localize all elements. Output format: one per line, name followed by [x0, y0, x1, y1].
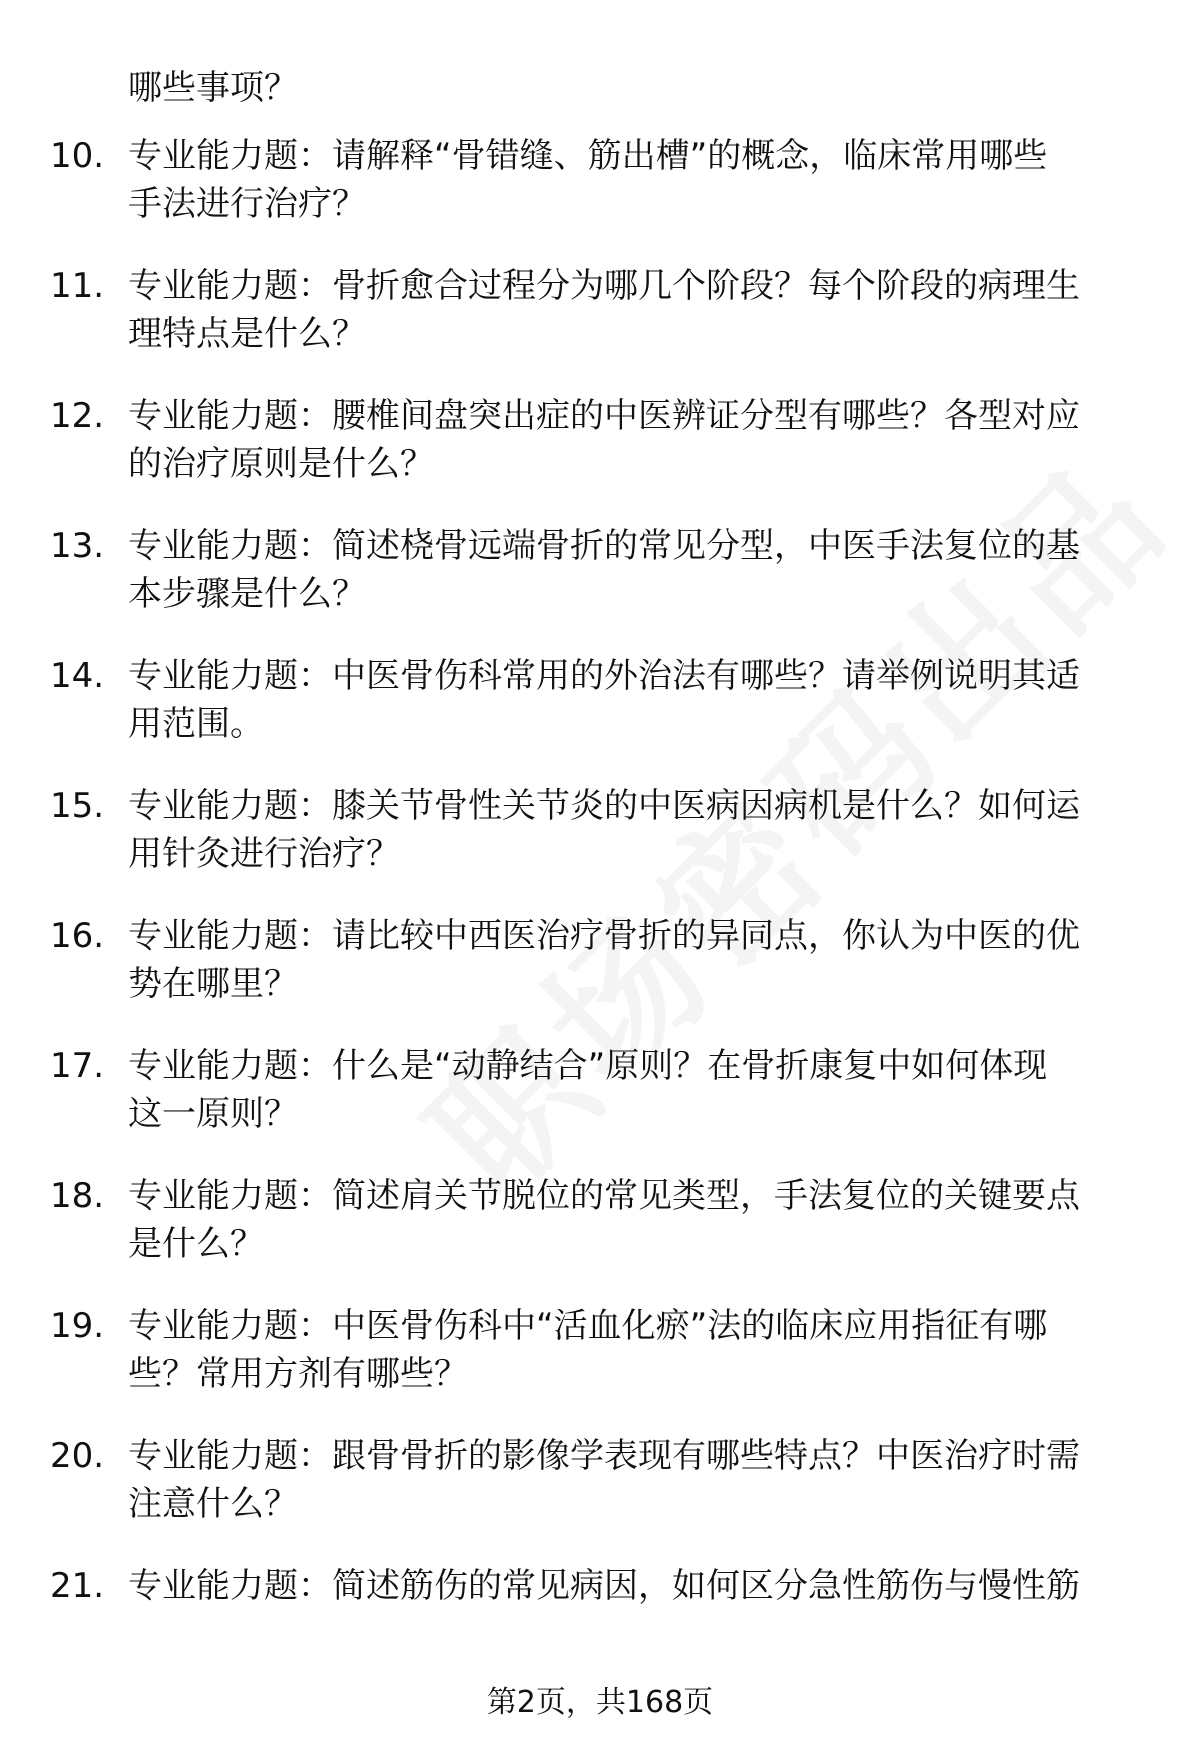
item-text-line: 是什么？	[128, 1224, 264, 1264]
item-text	[128, 1172, 1140, 1268]
item-text	[128, 652, 1140, 748]
list-item	[0, 262, 1200, 392]
item-text-line: 专业能力题：中医骨伤科常用的外治法有哪些？请举例说明其适	[128, 656, 1080, 696]
item-text-line: 专业能力题：骨折愈合过程分为哪几个阶段？每个阶段的病理生	[128, 266, 1080, 306]
item-text	[128, 522, 1140, 618]
item-number: 19.	[50, 1306, 105, 1346]
question-list	[0, 132, 1200, 1692]
list-item	[0, 912, 1200, 1042]
item-text	[128, 1432, 1140, 1528]
item-number: 12.	[50, 396, 105, 436]
list-item	[0, 782, 1200, 912]
item-text-line: 专业能力题：什么是“动静结合”原则？在骨折康复中如何体现	[128, 1046, 1048, 1086]
item-number: 14.	[50, 656, 105, 696]
list-item	[0, 652, 1200, 782]
item-number: 13.	[50, 526, 105, 566]
item-text-line: 专业能力题：中医骨伤科中“活血化瘀”法的临床应用指征有哪	[128, 1306, 1048, 1346]
list-item	[0, 392, 1200, 522]
item-text	[128, 392, 1140, 488]
list-item	[0, 132, 1200, 262]
item-text-line: 理特点是什么？	[128, 314, 366, 354]
item-number: 20.	[50, 1436, 105, 1476]
item-text-line: 专业能力题：简述筋伤的常见病因，如何区分急性筋伤与慢性筋	[128, 1566, 1080, 1606]
page-footer: 第2页，共168页	[486, 1685, 714, 1720]
item-text-line: 手法进行治疗？	[128, 184, 366, 224]
item-number: 10.	[50, 136, 105, 176]
item-text-line: 的治疗原则是什么？	[128, 444, 434, 484]
item-text-line: 用针灸进行治疗？	[128, 834, 400, 874]
item-text-line: 专业能力题：跟骨骨折的影像学表现有哪些特点？中医治疗时需	[128, 1436, 1080, 1476]
item-number: 17.	[50, 1046, 105, 1086]
item-number: 21.	[50, 1566, 105, 1606]
item-text	[128, 262, 1140, 358]
item-number: 18.	[50, 1176, 105, 1216]
item-text-line: 势在哪里？	[128, 964, 298, 1004]
continuation-text: 哪些事项？	[128, 68, 298, 108]
list-item	[0, 1562, 1200, 1692]
item-text-line: 用范围。	[128, 704, 264, 744]
item-text	[128, 132, 1140, 228]
item-text	[128, 1302, 1140, 1398]
item-text	[128, 782, 1140, 878]
list-item	[0, 1432, 1200, 1562]
item-text-line: 专业能力题：简述肩关节脱位的常见类型，手法复位的关键要点	[128, 1176, 1080, 1216]
item-text-line: 专业能力题：请比较中西医治疗骨折的异同点，你认为中医的优	[128, 916, 1080, 956]
list-item	[0, 1042, 1200, 1172]
item-text-line: 些？常用方剂有哪些？	[128, 1354, 468, 1394]
item-text-line: 这一原则？	[128, 1094, 298, 1134]
item-text-line: 本步骤是什么？	[128, 574, 366, 614]
item-number: 11.	[50, 266, 105, 306]
item-text-line: 专业能力题：膝关节骨性关节炎的中医病因病机是什么？如何运	[128, 786, 1080, 826]
item-text	[128, 1562, 1140, 1610]
list-item	[0, 1172, 1200, 1302]
item-text-line: 专业能力题：腰椎间盘突出症的中医辨证分型有哪些？各型对应	[128, 396, 1080, 436]
list-item	[0, 1302, 1200, 1432]
list-item	[0, 522, 1200, 652]
item-text-line: 专业能力题：请解释“骨错缝、筋出槽”的概念，临床常用哪些	[128, 136, 1048, 176]
item-text	[128, 912, 1140, 1008]
item-number: 16.	[50, 916, 105, 956]
item-text-line: 专业能力题：简述桡骨远端骨折的常见分型，中医手法复位的基	[128, 526, 1080, 566]
item-text	[128, 1042, 1140, 1138]
item-text-line: 注意什么？	[128, 1484, 298, 1524]
item-number: 15.	[50, 786, 105, 826]
